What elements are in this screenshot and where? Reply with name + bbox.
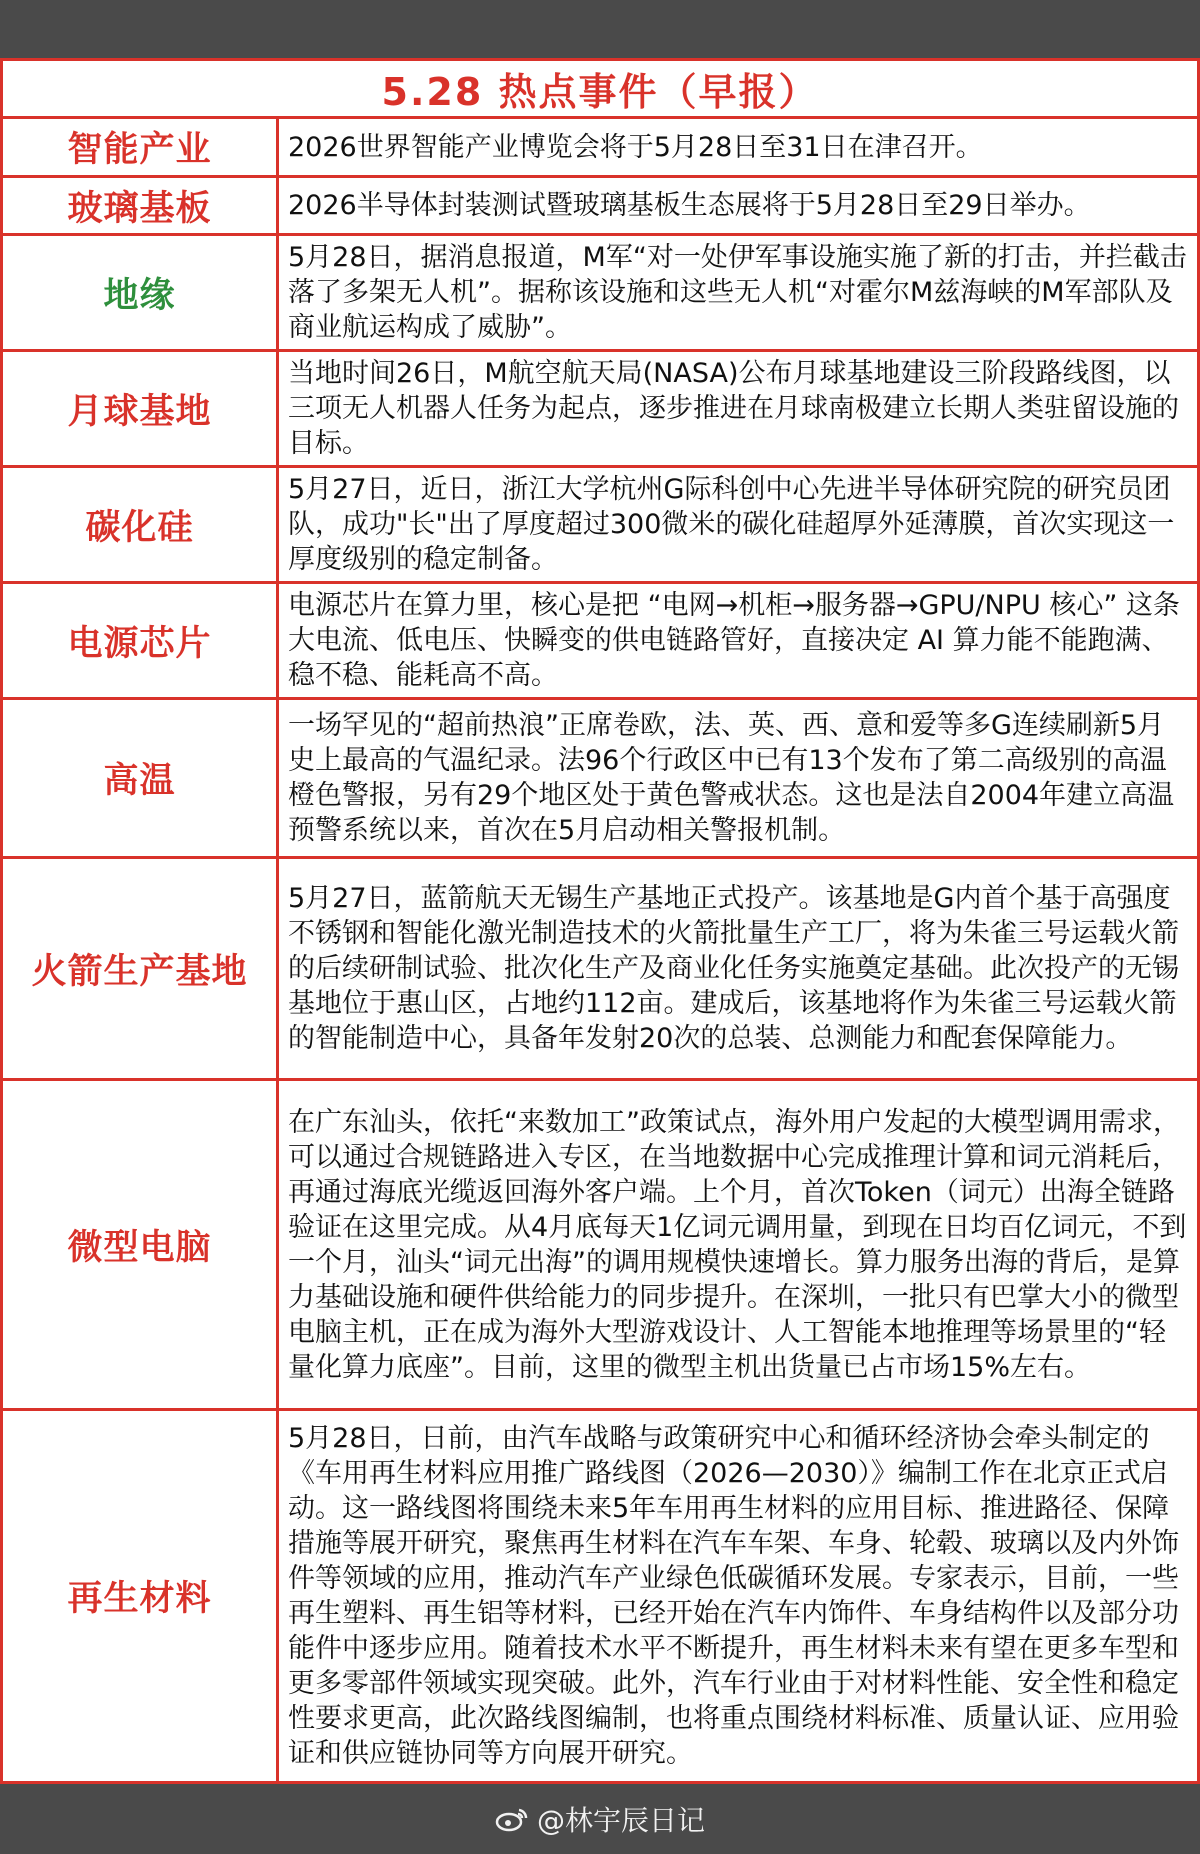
news-row-1 (3, 119, 1197, 178)
category-label: 智能产业 (3, 119, 279, 175)
category-label: 玻璃基板 (3, 178, 279, 233)
news-text: 2026世界智能产业博览会将于5月28日至31日在津召开。 (288, 131, 983, 163)
news-text: 5月27日，近日，浙江大学杭州G际科创中心先进半导体研究院的研究员团队，成功"长"出了厚度超过300微米的碳化硅超厚外延薄膜，首次实现这一厚度级别的稳定制备。 (288, 474, 1175, 575)
category-label: 碳化硅 (3, 468, 279, 581)
news-row-6 (3, 584, 1197, 700)
category-label: 电源芯片 (3, 584, 279, 697)
category-label: 火箭生产基地 (3, 859, 279, 1078)
category-label: 微型电脑 (3, 1081, 279, 1408)
news-row-2 (3, 178, 1197, 236)
news-text: 当地时间26日，M航空航天局(NASA)公布月球基地建设三阶段路线图，以三项无人机器人任务为起点，逐步推进在月球南极建立长期人类驻留设施的目标。 (288, 358, 1179, 459)
news-row-3 (3, 236, 1197, 352)
category-label: 高温 (3, 700, 279, 856)
news-row-7 (3, 700, 1197, 859)
news-text: 5月28日，据消息报道，M军“对一处伊军事设施实施了新的打击，并拦截击落了多架无人机”。据称该设施和这些无人机“对霍尔M兹海峡的M军部队及商业航运构成了威胁”。 (288, 242, 1187, 343)
weibo-icon (495, 1806, 529, 1832)
news-text: 5月27日，蓝箭航天无锡生产基地正式投产。该基地是G内首个基于高强度不锈钢和智能化激光制造技术的火箭批量生产工厂，将为朱雀三号运载火箭的后续研制试验、批次化生产及商业化任务实施奠定基础。此次投产的无锡基地位于惠山区，占地约112亩。建成后，该基地将作为朱雀三号运载火箭的智能制造中心，具备年发射20次的总装、总测能力和配套保障能力。 (288, 883, 1179, 1054)
news-text: 电源芯片在算力里，核心是把 “电网→机柜→服务器→GPU/NPU 核心” 这条大电流、低电压、快瞬变的供电链路管好，直接决定 AI 算力能不能跑满、稳不稳、能耗高不高。 (288, 590, 1180, 691)
news-text: 一场罕见的“超前热浪”正席卷欧，法、英、西、意和爱等多G连续刷新5月史上最高的气温纪录。法96个行政区中已有13个发布了第二高级别的高温橙色警报，另有29个地区处于黄色警戒状态。这也是法自2004年建立高温预警系统以来，首次在5月启动相关警报机制。 (288, 710, 1175, 846)
news-row-9 (3, 1081, 1197, 1411)
category-label: 月球基地 (3, 352, 279, 465)
category-label: 地缘 (3, 236, 279, 349)
news-row-8 (3, 859, 1197, 1081)
news-row-5 (3, 468, 1197, 584)
page-title: 5.28 热点事件（早报） (3, 61, 1197, 119)
news-text: 在广东汕头，依托“来数加工”政策试点，海外用户发起的大模型调用需求，可以通过合规链路进入专区，在当地数据中心完成推理计算和词元消耗后，再通过海底光缆返回海外客户端。上个月，首次Token（词元）出海全链路验证在这里完成。从4月底每天1亿词元调用量，到现在日均百亿词元，不到一个月，汕头“词元出海”的调用规模快速增长。算力服务出海的背后，是算力基础设施和硬件供给能力的同步提升。在深圳，一批只有巴掌大小的微型电脑主机，正在成为海外大型游戏设计、人工智能本地推理等场景里的“轻量化算力底座”。目前，这里的微型主机出货量已占市场15%左右。 (288, 1106, 1187, 1383)
category-label: 再生材料 (3, 1411, 279, 1781)
watermark (0, 1784, 1200, 1854)
news-text: 2026半导体封装测试暨玻璃基板生态展将于5月28日至29日举办。 (288, 190, 1091, 221)
news-text: 5月28日，日前，由汽车战略与政策研究中心和循环经济协会牵头制定的《车用再生材料应用推广路线图（2026—2030）》编制工作在北京正式启动。这一路线图将围绕未来5年车用再生材料的应用目标、推进路径、保障措施等展开研究，聚焦再生材料在汽车车架、车身、轮毂、玻璃以及内外饰件等领域的应用，推动汽车产业绿色低碳循环发展。专家表示，目前，一些再生塑料、再生铝等材料，已经开始在汽车内饰件、车身结构件以及部分功能件中逐步应用。随着技术水平不断提升，再生材料未来有望在更多车型和更多零部件领域实现突破。此外，汽车行业由于对材料性能、安全性和稳定性要求更高，此次路线图编制，也将重点围绕材料标准、质量认证、应用验证和供应链协同等方向展开研究。 (288, 1423, 1179, 1769)
news-row-10 (3, 1411, 1197, 1781)
watermark-text: @林宇辰日记 (536, 1804, 705, 1837)
news-row-4 (3, 352, 1197, 468)
news-sheet (0, 58, 1200, 1784)
